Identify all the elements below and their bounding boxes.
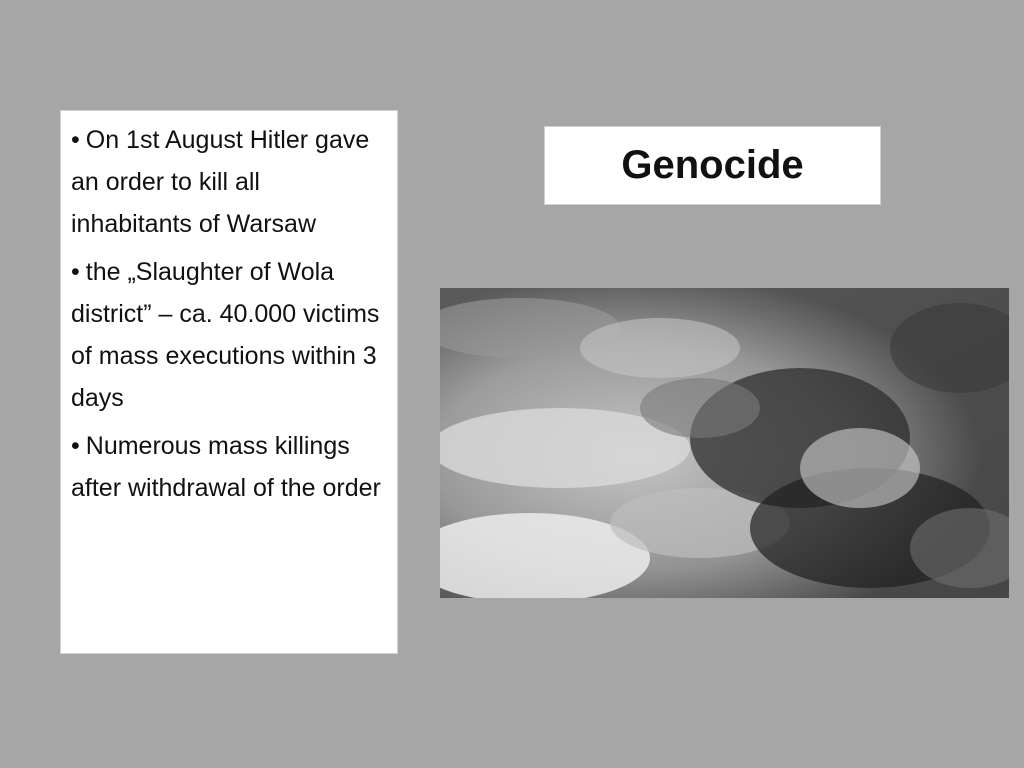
bullet-list: [71, 119, 387, 509]
bullet-item-3: [71, 425, 387, 509]
bullet-text-box: [60, 110, 398, 654]
bullet-symbol: •: [71, 126, 80, 154]
bullet-item-1: [71, 119, 387, 245]
photo-icon: [440, 288, 1009, 598]
bullet-text: the „Slaughter of Wola district” – ca. 40.000 victims of mass executions within 3 days: [71, 258, 380, 412]
bullet-symbol: •: [71, 432, 80, 460]
bullet-text: On 1st August Hitler gave an order to kill all inhabitants of Warsaw: [71, 126, 370, 238]
bullet-item-2: [71, 251, 387, 419]
bullet-text: Numerous mass killings after withdrawal of the order: [71, 432, 381, 502]
historical-photo: [440, 288, 1009, 598]
bullet-symbol: •: [71, 258, 80, 286]
slide-title: Genocide: [621, 143, 804, 187]
title-box: [544, 126, 881, 205]
